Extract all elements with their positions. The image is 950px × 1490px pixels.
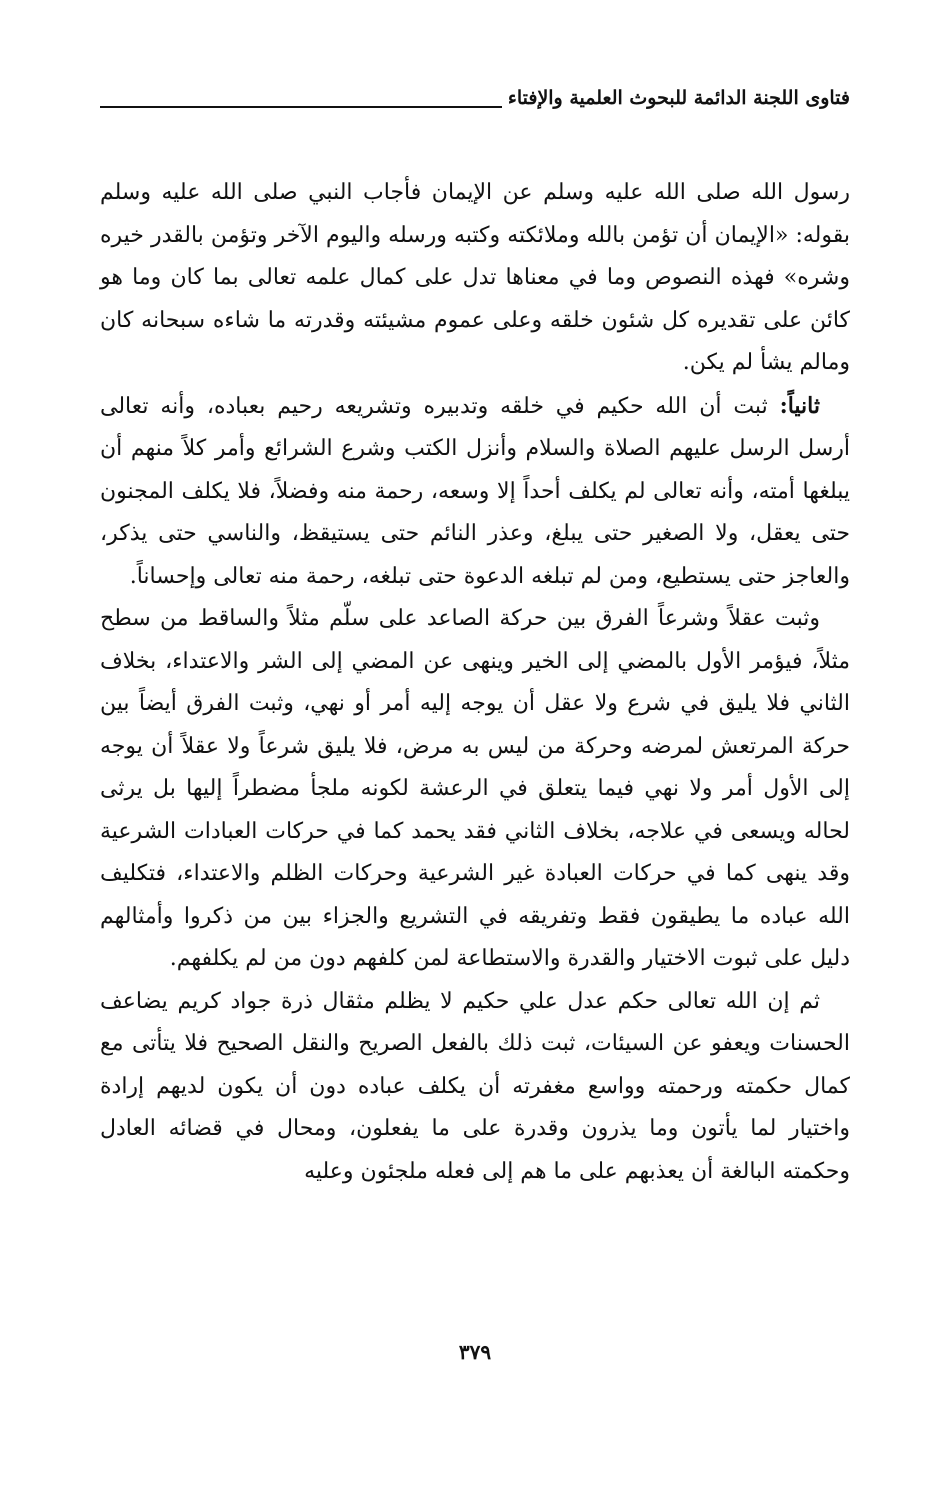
paragraph-2 — [100, 385, 850, 599]
paragraph-4 — [100, 981, 850, 1194]
running-header — [100, 84, 850, 116]
paragraph-1-text: رسول الله صلى الله عليه وسلم عن الإيمان فأجاب النبي صلى الله عليه وسلم بقوله: «الإيمان أن تؤمن بالله وملائكته وكتبه ورسله واليوم الآخر وتؤمن بالقدر خيره وشره» فهذه النصوص وما في معناها تدل على كمال علمه تعالى بما كان وما هو كائن على تقديره كل شئون خلقه وعلى عموم مشيئته وقدرته ما شاءه سبحانه كان ومالم يشأ لم يكن. — [100, 180, 850, 375]
paragraph-1 — [100, 172, 850, 385]
page-number: ٣٧٩ — [458, 1340, 492, 1364]
paragraph-3-text: وثبت عقلاً وشرعاً الفرق بين حركة الصاعد على سلّم مثلاً والساقط من سطح مثلاً، فيؤمر الأول بالمضي إلى الخير وينهى عن المضي إلى الشر والاعتداء، بخلاف الثاني فلا يليق في شرع ولا عقل أن يوجه إليه أمر أو نهي، وثبت الفرق أيضاً بين حركة المرتعش لمرضه وحركة من ليس به مرض، فلا يليق شرعاً ولا عقلاً أن يوجه إلى الأول أمر ولا نهي فيما يتعلق في الرعشة لكونه ملجأ مضطراً إليها بل يرثى لحاله ويسعى في علاجه، بخلاف الثاني فقد يحمد كما في حركات العبادات الشرعية وقد ينهى كما في حركات العبادة غير الشرعية وحركات الظلم والاعتداء، فتكليف الله عباده ما يطيقون فقط وتفريقه في التشريع والجزاء بين من ذكروا وأمثالهم دليل على ثبوت الاختيار والقدرة والاستطاعة لمن كلفهم دون من لم يكلفهم. — [100, 606, 851, 971]
paragraph-3 — [100, 598, 850, 981]
body-text — [100, 172, 850, 1193]
paragraph-2-text: ثبت أن الله حكيم في خلقه وتدبيره وتشريعه رحيم بعباده، وأنه تعالى أرسل الرسل عليهم الصلاة والسلام وأنزل الكتب وشرع الشرائع وأمر كلاً منهم أن يبلغها أمته، وأنه تعالى لم يكلف أحداً إلا وسعه، رحمة منه وفضلاً، فلا يكلف المجنون حتى يعقل، ولا الصغير حتى يبلغ، وعذر النائم حتى يستيقظ، والناسي حتى يذكر، والعاجز حتى يستطيع، ومن لم تبلغه الدعوة حتى تبلغه، رحمة منه تعالى وإحساناً. — [100, 393, 850, 589]
paragraph-2-lead: ثانياً: — [779, 392, 820, 419]
paragraph-4-text: ثم إن الله تعالى حكم عدل علي حكيم لا يظلم مثقال ذرة جواد كريم يضاعف الحسنات ويعفو عن السيئات، ثبت ذلك بالفعل الصريح والنقل الصحيح فلا يتأتى مع كمال حكمته ورحمته وواسع مغفرته أن يكلف عباده دون أن يكون لديهم إرادة واختيار لما يأتون وما يذرون وقدرة على ما يفعلون، ومحال في قضائه العادل وحكمته البالغة أن يعذبهم على ما هم إلى فعله ملجئون وعليه — [100, 988, 850, 1184]
header-title: فتاوى اللجنة الدائمة للبحوث العلمية والإفتاء — [502, 84, 850, 112]
